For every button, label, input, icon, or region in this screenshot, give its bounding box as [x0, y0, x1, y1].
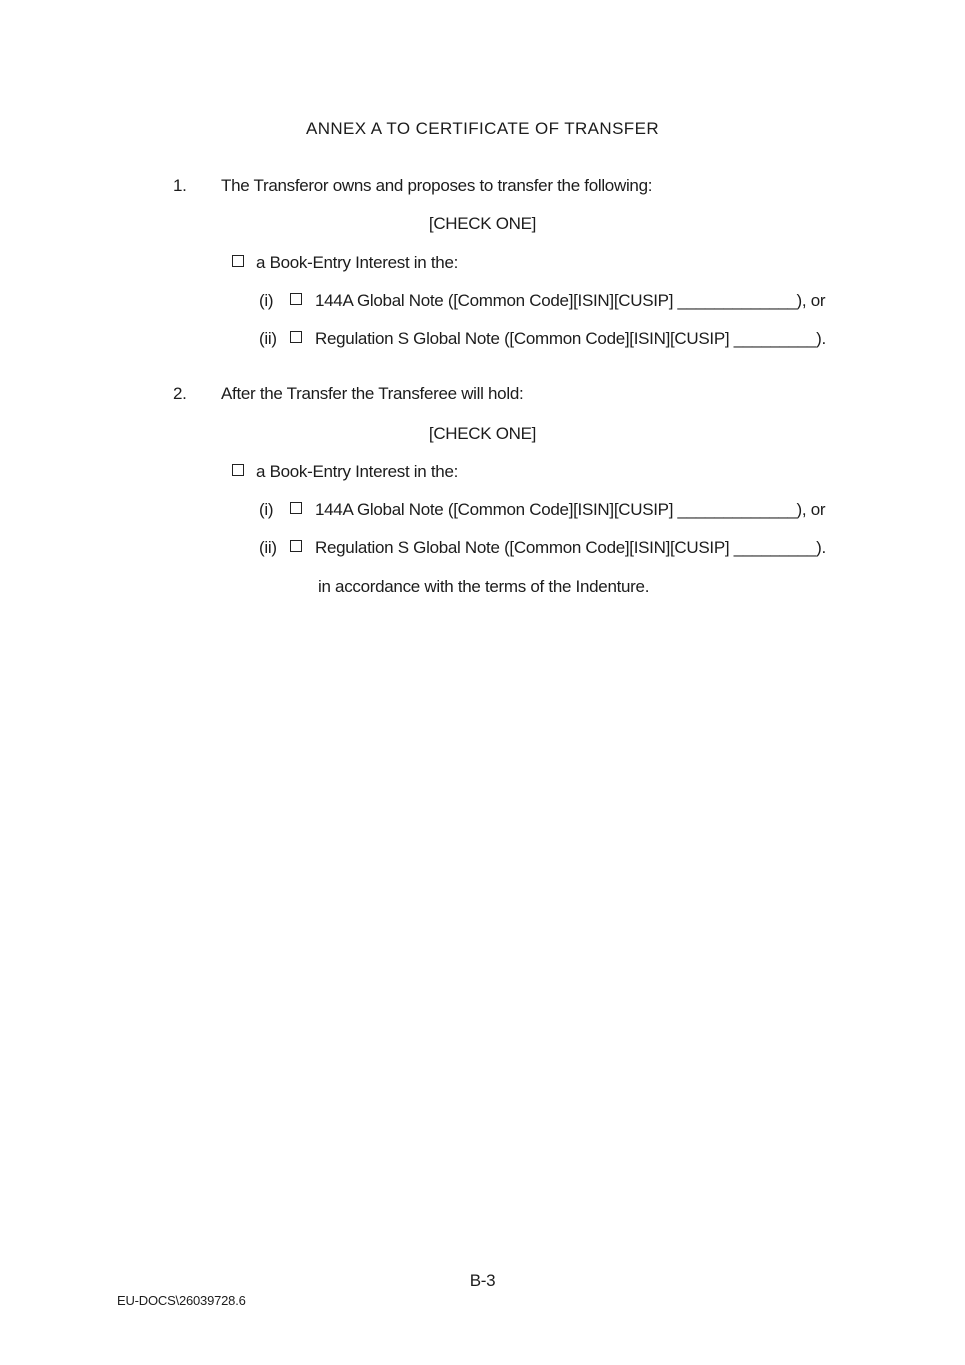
page-number: B-3 — [469, 1271, 496, 1290]
section-2-book-entry-row — [0, 462, 965, 484]
section-2-144a-checkbox[interactable] — [290, 502, 302, 514]
section-1-book-entry-row — [0, 253, 965, 275]
section-1-sub-item-ii-marker: (ii) — [259, 329, 277, 348]
section-1-sub-item-i-marker: (i) — [259, 291, 274, 310]
section-1-144a-text: 144A Global Note ([Common Code][ISIN][CUSIP] _____________), or — [315, 291, 826, 310]
section-2-closing-text: in accordance with the terms of the Indenture. — [318, 577, 650, 596]
section-2-book-entry-checkbox[interactable] — [232, 464, 244, 476]
section-2-sub-item-i-marker: (i) — [259, 500, 274, 519]
section-2-number: 2. — [173, 384, 187, 403]
section-1-sub-item-ii-row — [0, 329, 965, 351]
section-1-regulation-s-checkbox[interactable] — [290, 331, 302, 343]
section-1-144a-checkbox[interactable] — [290, 293, 302, 305]
section-2-regulation-s-text: Regulation S Global Note ([Common Code][ISIN][CUSIP] _________). — [315, 538, 826, 557]
section-2-sub-item-ii-marker: (ii) — [259, 538, 277, 557]
page-title: ANNEX A TO CERTIFICATE OF TRANSFER — [305, 119, 660, 138]
doc-id: EU-DOCS\26039728.6 — [117, 1293, 246, 1308]
section-2-sub-item-ii-row — [0, 538, 965, 560]
section-1-heading-row — [0, 176, 965, 198]
section-1-number: 1. — [173, 176, 187, 195]
section-2-heading-row — [0, 384, 965, 406]
section-2-book-entry-label: a Book-Entry Interest in the: — [256, 462, 459, 481]
section-2-heading: After the Transfer the Transferee will hold: — [221, 384, 524, 403]
section-1-book-entry-checkbox[interactable] — [232, 255, 244, 267]
section-2-regulation-s-checkbox[interactable] — [290, 540, 302, 552]
section-1-book-entry-label: a Book-Entry Interest in the: — [256, 253, 459, 272]
section-1-regulation-s-text: Regulation S Global Note ([Common Code][ISIN][CUSIP] _________). — [315, 329, 826, 348]
section-2-check-one-label: [CHECK ONE] — [428, 424, 537, 443]
section-2-144a-text: 144A Global Note ([Common Code][ISIN][CUSIP] _____________), or — [315, 500, 826, 519]
section-2-sub-item-i-row — [0, 500, 965, 522]
section-1-check-one-label: [CHECK ONE] — [428, 214, 537, 233]
section-1-heading: The Transferor owns and proposes to transfer the following: — [221, 176, 653, 195]
section-1-sub-item-i-row — [0, 291, 965, 313]
